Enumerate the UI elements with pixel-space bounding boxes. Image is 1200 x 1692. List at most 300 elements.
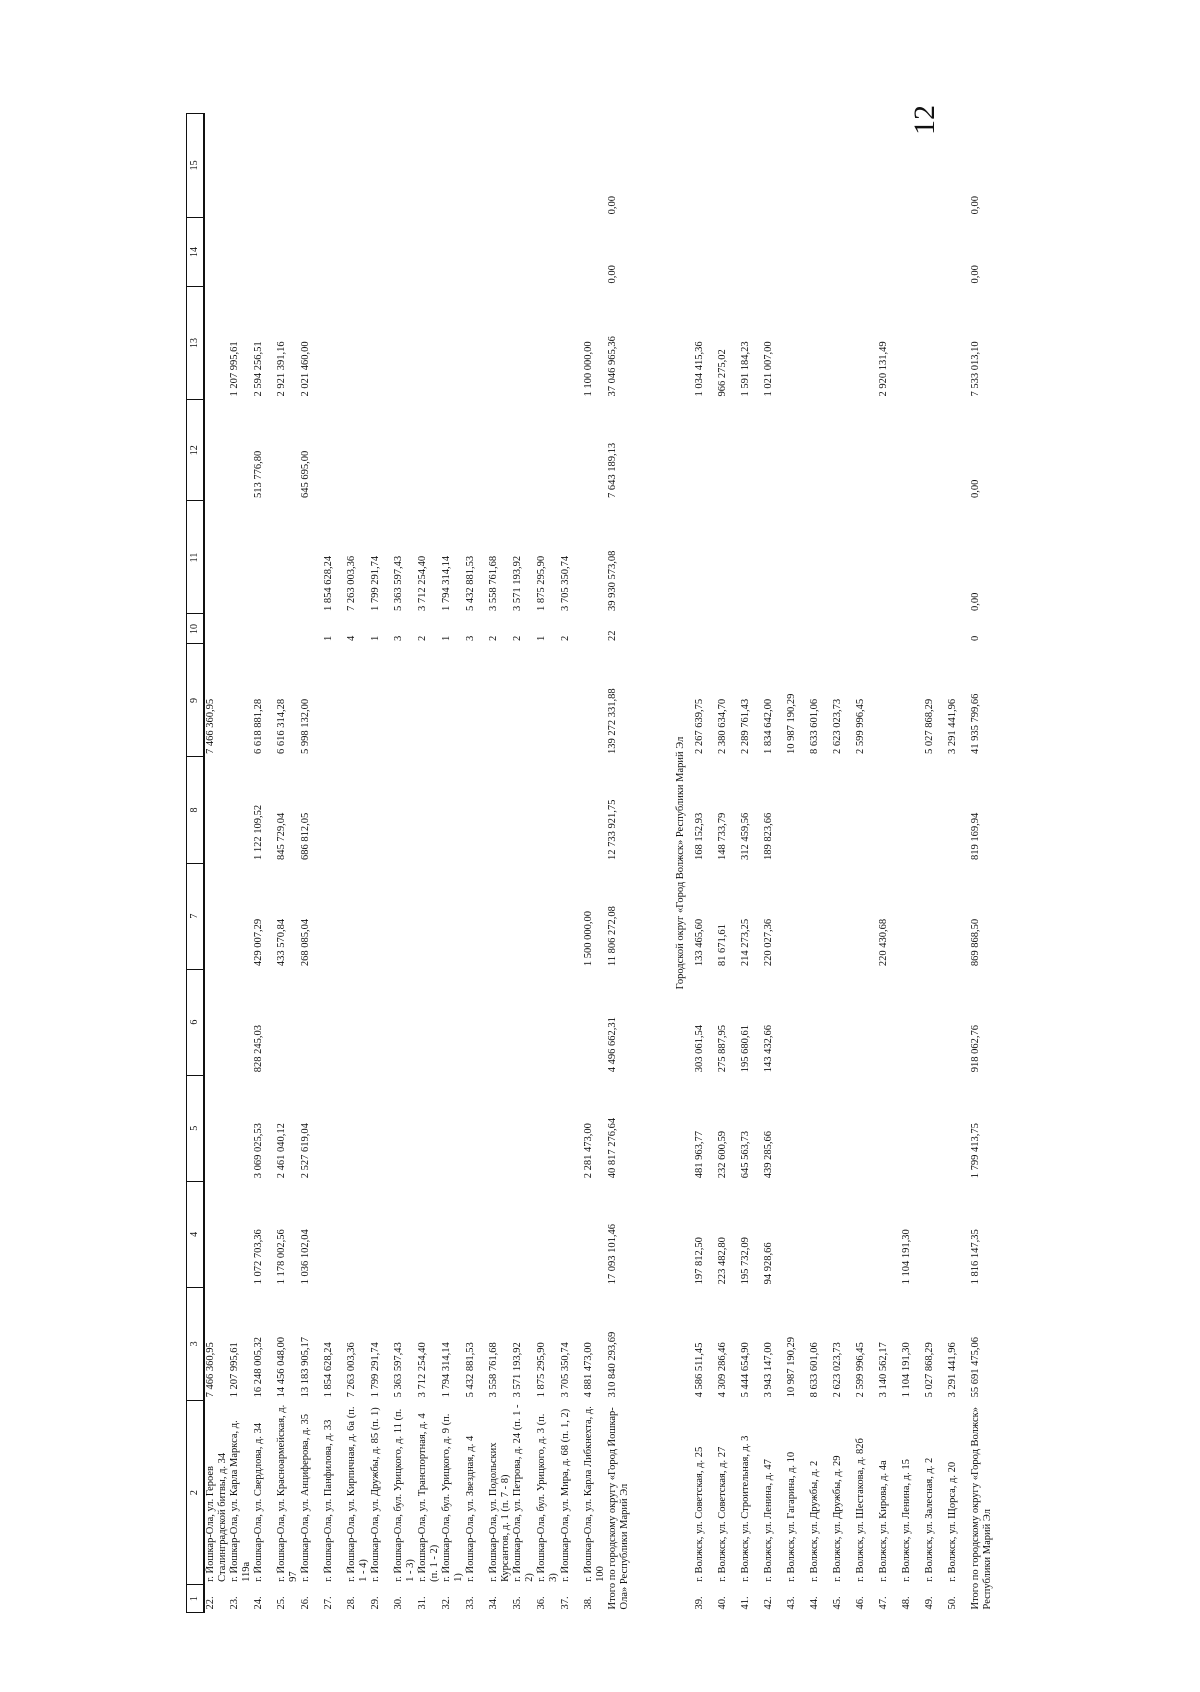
value-cell: [560, 969, 583, 1075]
row-number: 40.: [717, 1596, 728, 1610]
address-cell: г. Волжск, ул. Гагарина, д. 10: [786, 1451, 797, 1582]
table-row: [346, 114, 370, 1613]
value-cell: [204, 969, 229, 1075]
value-cell: 2 623 023,73: [832, 1342, 843, 1398]
value-cell: [740, 217, 763, 286]
value-cell: 1 104 191,30: [901, 1229, 912, 1285]
value-cell: [809, 863, 832, 969]
value-cell: 2 594 256,51: [253, 341, 264, 397]
value-cell: 232 600,59: [717, 1131, 728, 1179]
value-cell: [465, 217, 488, 286]
value-cell: 3 558 761,68: [488, 555, 499, 611]
header-cell: 5: [187, 1075, 205, 1181]
page-number: 12: [908, 105, 941, 135]
value-cell: 6 616 314,28: [276, 698, 287, 754]
value-cell: [441, 863, 465, 969]
value-cell: [809, 1075, 832, 1181]
table-row: [229, 114, 253, 1613]
value-cell: [763, 217, 786, 286]
row-number: 43.: [786, 1596, 797, 1610]
value-cell: [276, 501, 300, 614]
value-cell: [809, 114, 832, 218]
row-number: 32.: [441, 1596, 452, 1610]
address-cell: г. Волжск, ул. Ленина, д. 47: [763, 1459, 774, 1582]
value-cell: [229, 400, 253, 501]
total-label: Итого по городскому округу «Город Волжск» Республики Марий Эл: [970, 1407, 993, 1610]
value-cell: [878, 217, 901, 286]
value-cell: 5 444 654,90: [740, 1342, 751, 1398]
value-cell: [229, 644, 253, 757]
value-cell: [786, 863, 809, 969]
value-cell: 1: [441, 635, 452, 641]
value-cell: [763, 614, 786, 644]
value-cell: [901, 400, 924, 501]
value-cell: 1 500 000,00: [583, 910, 594, 967]
value-cell: 195 680,61: [740, 1024, 751, 1073]
value-cell: [901, 757, 924, 863]
value-cell: 7 466 360,95: [205, 698, 216, 754]
address-cell: г. Волжск, ул. Ленина, д. 15: [901, 1459, 912, 1582]
value-cell: [832, 614, 855, 644]
value-cell: 433 570,84: [276, 918, 287, 967]
value-cell: [947, 863, 970, 969]
value-cell: [832, 969, 855, 1075]
value-cell: [924, 217, 947, 286]
address-cell: г. Йошкар-Ола, ул. Дружбы, д. 85 (п. 1): [370, 1407, 381, 1582]
value-cell: [947, 614, 970, 644]
value-cell: 5 363 597,43: [393, 1342, 404, 1398]
table-header: [187, 114, 205, 1613]
value-cell: [583, 614, 607, 644]
address-cell: г. Йошкар-Ола, бул. Урицкого, д. 3 (п. 3): [536, 1413, 559, 1582]
value-cell: [204, 1181, 229, 1287]
value-cell: [583, 400, 607, 501]
value-cell: [947, 757, 970, 863]
value-cell: [536, 1075, 560, 1181]
value-cell: 7 263 003,36: [346, 1342, 357, 1398]
value-cell: 7 263 003,36: [346, 555, 357, 611]
value-cell: 133 465,60: [694, 918, 705, 967]
row-number: 39.: [694, 1596, 705, 1610]
value-cell: 1 799 291,74: [370, 555, 381, 611]
value-cell: [855, 114, 878, 218]
total-value: 12 733 921,75: [607, 799, 618, 861]
header-cell: 14: [187, 217, 205, 286]
value-cell: [924, 969, 947, 1075]
value-cell: [441, 757, 465, 863]
value-cell: [465, 644, 488, 757]
value-cell: [560, 1181, 583, 1287]
value-cell: 5 998 132,00: [300, 698, 311, 754]
value-cell: [901, 287, 924, 400]
address-cell: г. Волжск, ул. Советская, д. 25: [694, 1446, 705, 1582]
value-cell: [417, 757, 441, 863]
address-cell: г. Йошкар-Ола, бул. Урицкого, д. 9 (п. 1): [441, 1413, 464, 1582]
value-cell: [276, 400, 300, 501]
header-cell: 11: [187, 501, 205, 614]
value-cell: 1 794 314,14: [441, 1342, 452, 1398]
value-cell: 94 928,66: [763, 1242, 774, 1285]
value-cell: [855, 501, 878, 614]
value-cell: [393, 1181, 417, 1287]
value-cell: [536, 969, 560, 1075]
table-row: [809, 114, 832, 1613]
value-cell: [763, 501, 786, 614]
value-cell: [694, 217, 717, 286]
row-number: 36.: [536, 1596, 547, 1610]
value-cell: 2 527 619,04: [300, 1123, 311, 1179]
row-number: 24.: [253, 1596, 264, 1610]
spacer-cell: [645, 114, 668, 1613]
value-cell: [512, 644, 536, 757]
value-cell: [488, 863, 512, 969]
table-row: [300, 114, 323, 1613]
value-cell: [809, 400, 832, 501]
row-number: 41.: [740, 1596, 751, 1610]
value-cell: [832, 287, 855, 400]
value-cell: [204, 400, 229, 501]
value-cell: [370, 1075, 393, 1181]
value-cell: [855, 1181, 878, 1287]
value-cell: 3 069 025,53: [253, 1123, 264, 1179]
total-value: 17 093 101,46: [607, 1223, 618, 1285]
value-cell: [512, 217, 536, 286]
value-cell: [417, 863, 441, 969]
value-cell: [346, 644, 370, 757]
value-cell: [488, 644, 512, 757]
row-number: 25.: [276, 1596, 287, 1610]
value-cell: [323, 114, 346, 218]
value-cell: 828 245,03: [253, 1024, 264, 1073]
value-cell: [947, 969, 970, 1075]
value-cell: [717, 114, 740, 218]
table-row: [947, 114, 970, 1613]
value-cell: 1 036 102,04: [300, 1229, 311, 1285]
rotated-page: [186, 113, 1186, 1613]
value-cell: [370, 1181, 393, 1287]
value-cell: [583, 217, 607, 286]
value-cell: [536, 217, 560, 286]
table-row: [832, 114, 855, 1613]
address-cell: г. Йошкар-Ола, ул. Петрова, д. 24 (п. 1 - 2): [512, 1404, 535, 1582]
value-cell: [346, 287, 370, 400]
total-value: 869 868,50: [970, 918, 981, 967]
table-row: [740, 114, 763, 1613]
value-cell: [370, 757, 393, 863]
value-cell: [536, 757, 560, 863]
address-cell: г. Йошкар-Ола, ул. Красноармейская, д. 97: [276, 1404, 299, 1582]
value-cell: 1 207 995,61: [229, 341, 240, 397]
value-cell: [229, 969, 253, 1075]
value-cell: [346, 217, 370, 286]
value-cell: [832, 863, 855, 969]
value-cell: [441, 400, 465, 501]
value-cell: 3 558 761,68: [488, 1342, 499, 1398]
value-cell: [947, 501, 970, 614]
value-cell: [488, 287, 512, 400]
row-number: 47.: [878, 1596, 889, 1610]
value-cell: [512, 757, 536, 863]
value-cell: [346, 1181, 370, 1287]
header-cell: 13: [187, 287, 205, 400]
section-title: Городской округ «Город Волжск» Республики Марий Эл: [675, 736, 686, 990]
value-cell: [488, 757, 512, 863]
value-cell: 13 183 905,17: [300, 1336, 311, 1398]
value-cell: [855, 217, 878, 286]
value-cell: 275 887,95: [717, 1024, 728, 1073]
value-cell: [924, 614, 947, 644]
address-cell: г. Йошкар-Ола, ул. Транспортная, д. 4 (п. 1 - 2): [417, 1413, 440, 1582]
value-cell: [536, 400, 560, 501]
value-cell: [417, 1075, 441, 1181]
address-cell: г. Волжск, ул. Щорса, д. 20: [947, 1461, 958, 1582]
total-row: [607, 114, 645, 1613]
value-cell: [441, 1075, 465, 1181]
value-cell: [229, 114, 253, 218]
table-row: [717, 114, 740, 1613]
total-value: 0,00: [607, 195, 618, 215]
value-cell: 1 875 295,90: [536, 1342, 547, 1398]
address-cell: г. Волжск, ул. Залесная, д. 2: [924, 1457, 935, 1582]
address-cell: г. Йошкар-Ола, ул. Свердлова, д. 34: [253, 1422, 264, 1582]
value-cell: 4: [346, 635, 357, 641]
value-cell: [924, 400, 947, 501]
value-cell: [276, 114, 300, 218]
value-cell: 16 248 005,32: [253, 1336, 264, 1398]
value-cell: [694, 400, 717, 501]
value-cell: [204, 287, 229, 400]
value-cell: [947, 1075, 970, 1181]
value-cell: 3 712 254,40: [417, 1342, 428, 1398]
value-cell: 7 466 360,95: [205, 1342, 216, 1398]
value-cell: 214 273,25: [740, 918, 751, 967]
value-cell: [855, 1075, 878, 1181]
value-cell: [417, 969, 441, 1075]
value-cell: 14 456 048,00: [276, 1336, 287, 1398]
value-cell: 439 285,66: [763, 1131, 774, 1179]
value-cell: [253, 114, 276, 218]
value-cell: [393, 644, 417, 757]
value-cell: 2 921 391,16: [276, 341, 287, 397]
total-value: 0,00: [970, 592, 981, 611]
address-cell: г. Волжск, ул. Дружбы, д. 29: [832, 1455, 843, 1582]
value-cell: 686 812,05: [300, 812, 311, 861]
total-value: 7 533 013,10: [970, 341, 981, 397]
table-row: [253, 114, 276, 1613]
table-row: [855, 114, 878, 1613]
row-number: 28.: [346, 1596, 357, 1610]
value-cell: [393, 1075, 417, 1181]
row-number: 44.: [809, 1596, 820, 1610]
value-cell: 4 309 286,46: [717, 1342, 728, 1398]
value-cell: [204, 863, 229, 969]
value-cell: 1 100 000,00: [583, 341, 594, 397]
value-cell: [323, 644, 346, 757]
table-row: [560, 114, 583, 1613]
table-row: [276, 114, 300, 1613]
value-cell: 1 834 642,00: [763, 698, 774, 754]
value-cell: [465, 1181, 488, 1287]
value-cell: 2: [512, 635, 523, 641]
value-cell: [512, 1181, 536, 1287]
value-cell: 2 599 996,45: [855, 1342, 866, 1398]
value-cell: [512, 1075, 536, 1181]
address-cell: г. Волжск, ул. Шестакова, д. 82б: [855, 1438, 866, 1582]
total-value: 1 816 147,35: [970, 1229, 981, 1285]
value-cell: 4 586 511,45: [694, 1342, 705, 1398]
value-cell: [300, 614, 323, 644]
row-number: 31.: [417, 1596, 428, 1610]
value-cell: [370, 969, 393, 1075]
header-cell: 9: [187, 644, 205, 757]
value-cell: [855, 400, 878, 501]
value-cell: 195 732,09: [740, 1237, 751, 1285]
value-cell: [512, 287, 536, 400]
value-cell: 1 854 628,24: [323, 555, 334, 611]
value-cell: 2 920 131,49: [878, 341, 889, 397]
value-cell: [786, 217, 809, 286]
value-cell: 1: [370, 635, 381, 641]
row-number: 45.: [832, 1596, 843, 1610]
value-cell: [878, 969, 901, 1075]
value-cell: 5 027 868,29: [924, 698, 935, 754]
total-value: 0,00: [970, 479, 981, 498]
value-cell: [740, 614, 763, 644]
value-cell: [488, 400, 512, 501]
address-cell: г. Йошкар-Ола, ул. Звездная, д. 4: [465, 1435, 476, 1582]
row-number: 46.: [855, 1596, 866, 1610]
value-cell: 2: [417, 635, 428, 641]
value-cell: [204, 501, 229, 614]
header-row: [187, 114, 205, 1613]
header-cell: 7: [187, 863, 205, 969]
value-cell: [346, 400, 370, 501]
value-cell: 223 482,80: [717, 1237, 728, 1285]
value-cell: [763, 400, 786, 501]
table-row: [763, 114, 786, 1613]
value-cell: [878, 614, 901, 644]
value-cell: [536, 114, 560, 218]
total-value: 139 272 331,88: [607, 688, 618, 754]
value-cell: 1: [536, 635, 547, 641]
value-cell: [229, 1075, 253, 1181]
value-cell: 2 289 761,43: [740, 698, 751, 754]
value-cell: 1 207 995,61: [229, 1342, 240, 1398]
value-cell: [536, 863, 560, 969]
total-value: 40 817 276,64: [607, 1117, 618, 1179]
value-cell: [786, 501, 809, 614]
value-cell: [465, 757, 488, 863]
value-cell: [417, 400, 441, 501]
value-cell: [786, 400, 809, 501]
row-number: 42.: [763, 1596, 774, 1610]
value-cell: [417, 644, 441, 757]
value-cell: [809, 1181, 832, 1287]
value-cell: [393, 217, 417, 286]
value-cell: [465, 969, 488, 1075]
value-cell: 429 007,29: [253, 918, 264, 967]
value-cell: [465, 400, 488, 501]
value-cell: [694, 501, 717, 614]
value-cell: 3: [465, 635, 476, 641]
value-cell: [924, 287, 947, 400]
value-cell: 1: [323, 635, 334, 641]
value-cell: [855, 863, 878, 969]
value-cell: [901, 614, 924, 644]
header-cell: 12: [187, 400, 205, 501]
row-number: 34.: [488, 1596, 499, 1610]
value-cell: [512, 114, 536, 218]
value-cell: 1 034 415,36: [694, 341, 705, 397]
value-cell: [488, 114, 512, 218]
total-value: 39 930 573,08: [607, 550, 618, 611]
value-cell: 2: [488, 635, 499, 641]
value-cell: [417, 1181, 441, 1287]
value-cell: [878, 501, 901, 614]
value-cell: [204, 114, 229, 218]
value-cell: [370, 863, 393, 969]
value-cell: [229, 863, 253, 969]
value-cell: [740, 114, 763, 218]
value-cell: [878, 1075, 901, 1181]
value-cell: [947, 287, 970, 400]
value-cell: [488, 1075, 512, 1181]
value-cell: [901, 1075, 924, 1181]
value-cell: 2 623 023,73: [832, 698, 843, 754]
value-cell: 81 671,61: [717, 924, 728, 967]
value-cell: [465, 287, 488, 400]
address-cell: г. Йошкар-Ола, ул. Панфилова, д. 33: [323, 1419, 334, 1582]
value-cell: 3 571 193,92: [512, 1342, 523, 1398]
value-cell: 645 695,00: [300, 450, 311, 498]
value-cell: [878, 1181, 901, 1287]
value-cell: 481 963,77: [694, 1131, 705, 1179]
row-number: 22.: [205, 1596, 216, 1610]
value-cell: [832, 1075, 855, 1181]
value-cell: [323, 1075, 346, 1181]
address-cell: г. Волжск, ул. Дружбы, д. 2: [809, 1460, 820, 1582]
address-cell: г. Йошкар-Ола, ул. Героев Сталинградской битвы, д. 34: [205, 1452, 228, 1582]
section-title-row: [668, 114, 694, 1613]
header-cell: 6: [187, 969, 205, 1075]
table-row: [417, 114, 441, 1613]
value-cell: 5 432 881,53: [465, 1342, 476, 1398]
value-cell: [809, 217, 832, 286]
value-cell: [583, 114, 607, 218]
value-cell: [441, 1181, 465, 1287]
header-cell: 8: [187, 757, 205, 863]
value-cell: [465, 863, 488, 969]
total-value: 0,00: [970, 195, 981, 215]
row-number: 49.: [924, 1596, 935, 1610]
address-cell: г. Йошкар-Ола, ул. Карла Либкнехта, д. 100: [583, 1406, 606, 1582]
header-cell: 4: [187, 1181, 205, 1287]
value-cell: [855, 757, 878, 863]
value-cell: [583, 969, 607, 1075]
value-cell: [924, 757, 947, 863]
total-value: 7 643 189,13: [607, 442, 618, 498]
table-row: [924, 114, 947, 1613]
row-number: 50.: [947, 1596, 958, 1610]
header-cell: 1: [187, 1585, 205, 1613]
value-cell: [488, 969, 512, 1075]
value-cell: [370, 287, 393, 400]
value-cell: [583, 1181, 607, 1287]
value-cell: [740, 400, 763, 501]
value-cell: [786, 1181, 809, 1287]
value-cell: [229, 501, 253, 614]
value-cell: 1 875 295,90: [536, 555, 547, 611]
